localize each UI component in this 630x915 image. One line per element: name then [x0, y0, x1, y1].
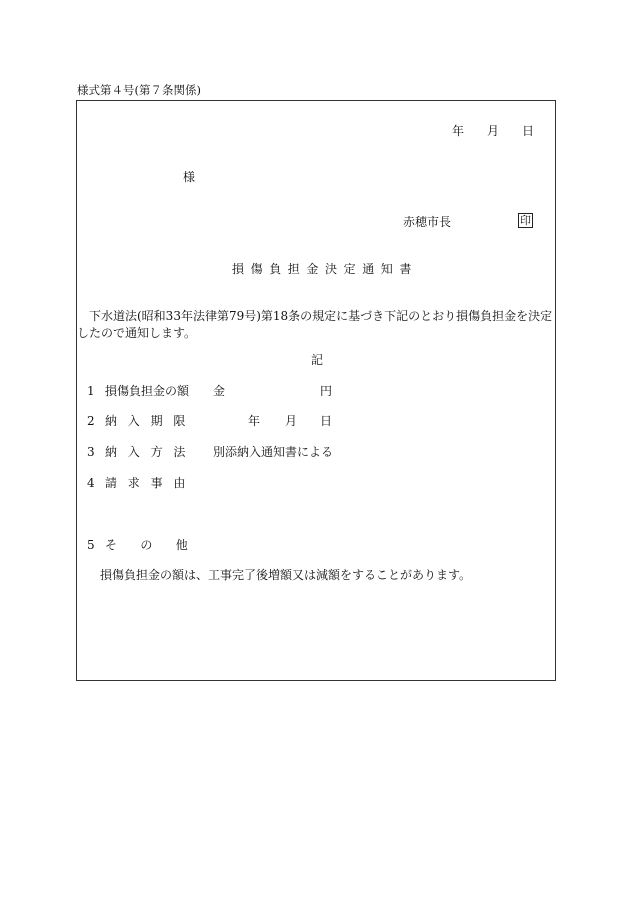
- date-day-label: 日: [522, 124, 535, 138]
- date-year-label: 年: [452, 124, 465, 138]
- item-1-value-suffix: 円: [320, 384, 333, 398]
- note-text: 損傷負担金の額は、工事完了後増額又は減額をすることがあります。: [100, 568, 472, 582]
- item-3-label: 納入方法: [105, 445, 197, 459]
- form-label: 様式第４号(第７条関係): [77, 83, 201, 97]
- item-2-year: 年: [248, 414, 261, 428]
- item-4-number: 4: [87, 476, 95, 490]
- item-1-label: 損傷負担金の額: [105, 384, 190, 398]
- item-1-value-prefix: 金: [213, 384, 226, 398]
- body-text: 下水道法(昭和33年法律第79号)第18条の規定に基づき下記のとおり損傷負担金を決定したので通知します。: [77, 309, 553, 340]
- ki-heading: 記: [311, 353, 324, 367]
- item-2-day: 日: [320, 414, 333, 428]
- document-title: 損傷負担金決定通知書: [232, 262, 419, 276]
- item-3-value: 別添納入通知書による: [213, 445, 334, 459]
- item-5-number: 5: [87, 538, 95, 552]
- item-5-label: その他: [105, 538, 212, 552]
- item-1-number: 1: [87, 384, 95, 398]
- seal-stamp: 印: [520, 214, 531, 227]
- item-2-number: 2: [87, 414, 95, 428]
- item-2-label: 納入期限: [105, 414, 197, 428]
- item-2-month: 月: [285, 414, 298, 428]
- issuer-name: 赤穂市長: [403, 215, 452, 229]
- item-4-label: 請求事由: [105, 476, 197, 490]
- addressee-suffix: 様: [183, 170, 196, 184]
- item-3-number: 3: [87, 445, 95, 459]
- date-month-label: 月: [487, 124, 500, 138]
